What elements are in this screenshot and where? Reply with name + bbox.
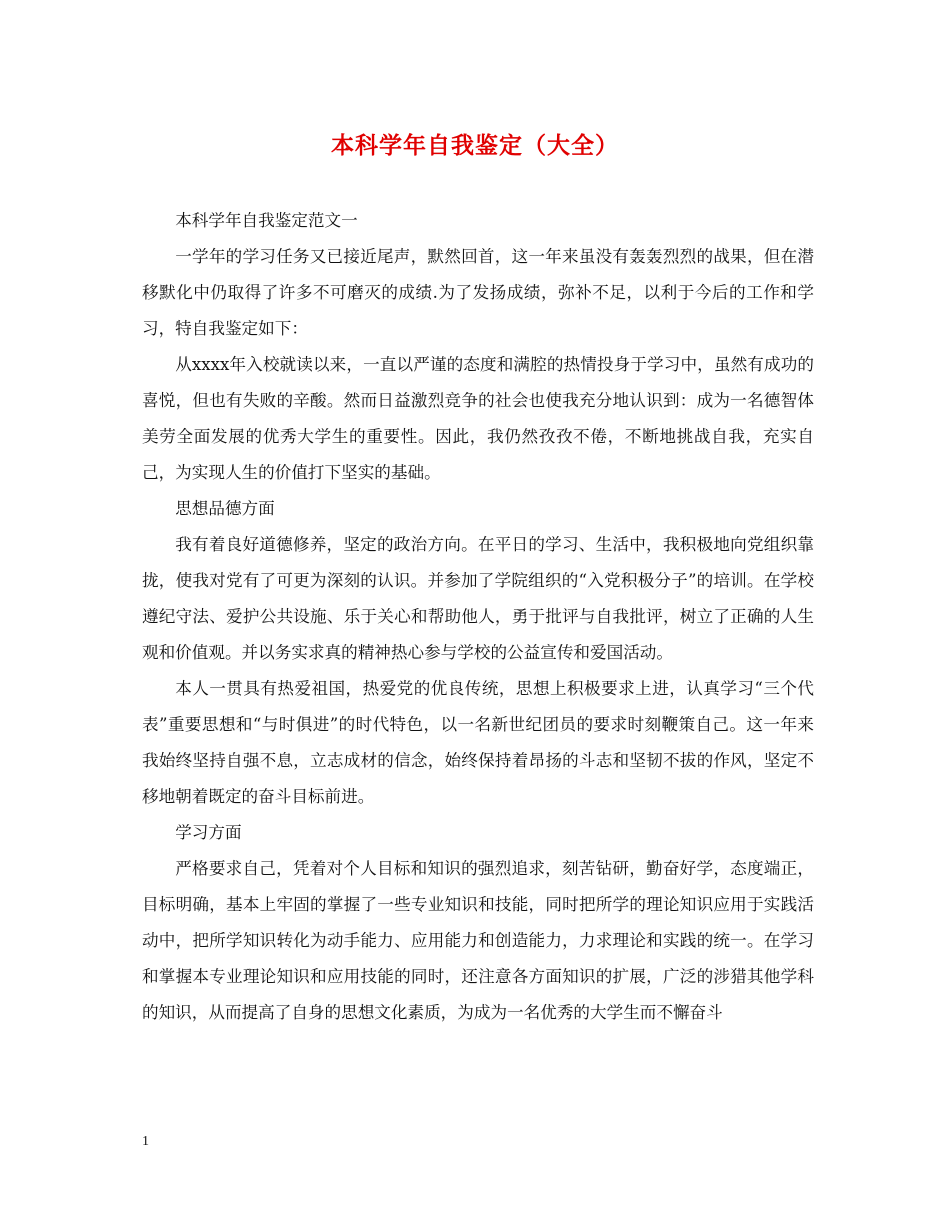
paragraph-enrollment: 从xxxx年入校就读以来，一直以严谨的态度和满腔的热情投身于学习中，虽然有成功的喜悦，但也有失败的辛酸。然而日益激烈竞争的社会也使我充分地认识到：成为一名德智体美劳全面发展的优秀大学生的重要性。因此，我仍然孜孜不倦，不断地挑战自我，充实自己，为实现人生的价值打下坚实的基础。 — [142, 355, 814, 482]
paragraph-heading-sample-1: 本科学年自我鉴定范文一 — [175, 211, 358, 230]
section-heading-ideology: 思想品德方面 — [175, 499, 275, 518]
document-body — [142, 203, 814, 1031]
document-title: 本科学年自我鉴定（大全） — [331, 132, 619, 159]
paragraph-ideology-2: 本人一贯具有热爱祖国，热爱党的优良传统，思想上积极要求上进，认真学习“三个代表”重要思想和“与时俱进”的时代特色，以一名新世纪团员的要求时刻鞭策自己。这一年来我始终坚持自强不息，立志成材的信念，始终保持着昂扬的斗志和坚韧不拔的作风，坚定不移地朝着既定的奋斗目标前进。 — [142, 679, 814, 806]
paragraph-ideology-1: 我有着良好道德修养，坚定的政治方向。在平日的学习、生活中，我积极地向党组织靠拢，使我对党有了可更为深刻的认识。并参加了学院组织的“入党积极分子”的培训。在学校遵纪守法、爱护公共设施、乐于关心和帮助他人，勇于批评与自我批评，树立了正确的人生观和价值观。并以务实求真的精神热心参与学校的公益宣传和爱国活动。 — [142, 535, 814, 662]
page-number: 1 — [142, 1134, 149, 1149]
paragraph-intro: 一学年的学习任务又已接近尾声，默然回首，这一年来虽没有轰轰烈烈的战果，但在潜移默化中仍取得了许多不可磨灭的成绩.为了发扬成绩，弥补不足，以利于今后的工作和学习，特自我鉴定如下： — [142, 247, 814, 338]
section-heading-study: 学习方面 — [175, 823, 242, 842]
paragraph-study: 严格要求自己，凭着对个人目标和知识的强烈追求，刻苦钻研，勤奋好学，态度端正，目标明确，基本上牢固的掌握了一些专业知识和技能，同时把所学的理论知识应用于实践活动中，把所学知识转化为动手能力、应用能力和创造能力，力求理论和实践的统一。在学习和掌握本专业理论知识和应用技能的同时，还注意各方面知识的扩展，广泛的涉猎其他学科的知识，从而提高了自身的思想文化素质，为成为一名优秀的大学生而不懈奋斗 — [142, 859, 814, 1022]
